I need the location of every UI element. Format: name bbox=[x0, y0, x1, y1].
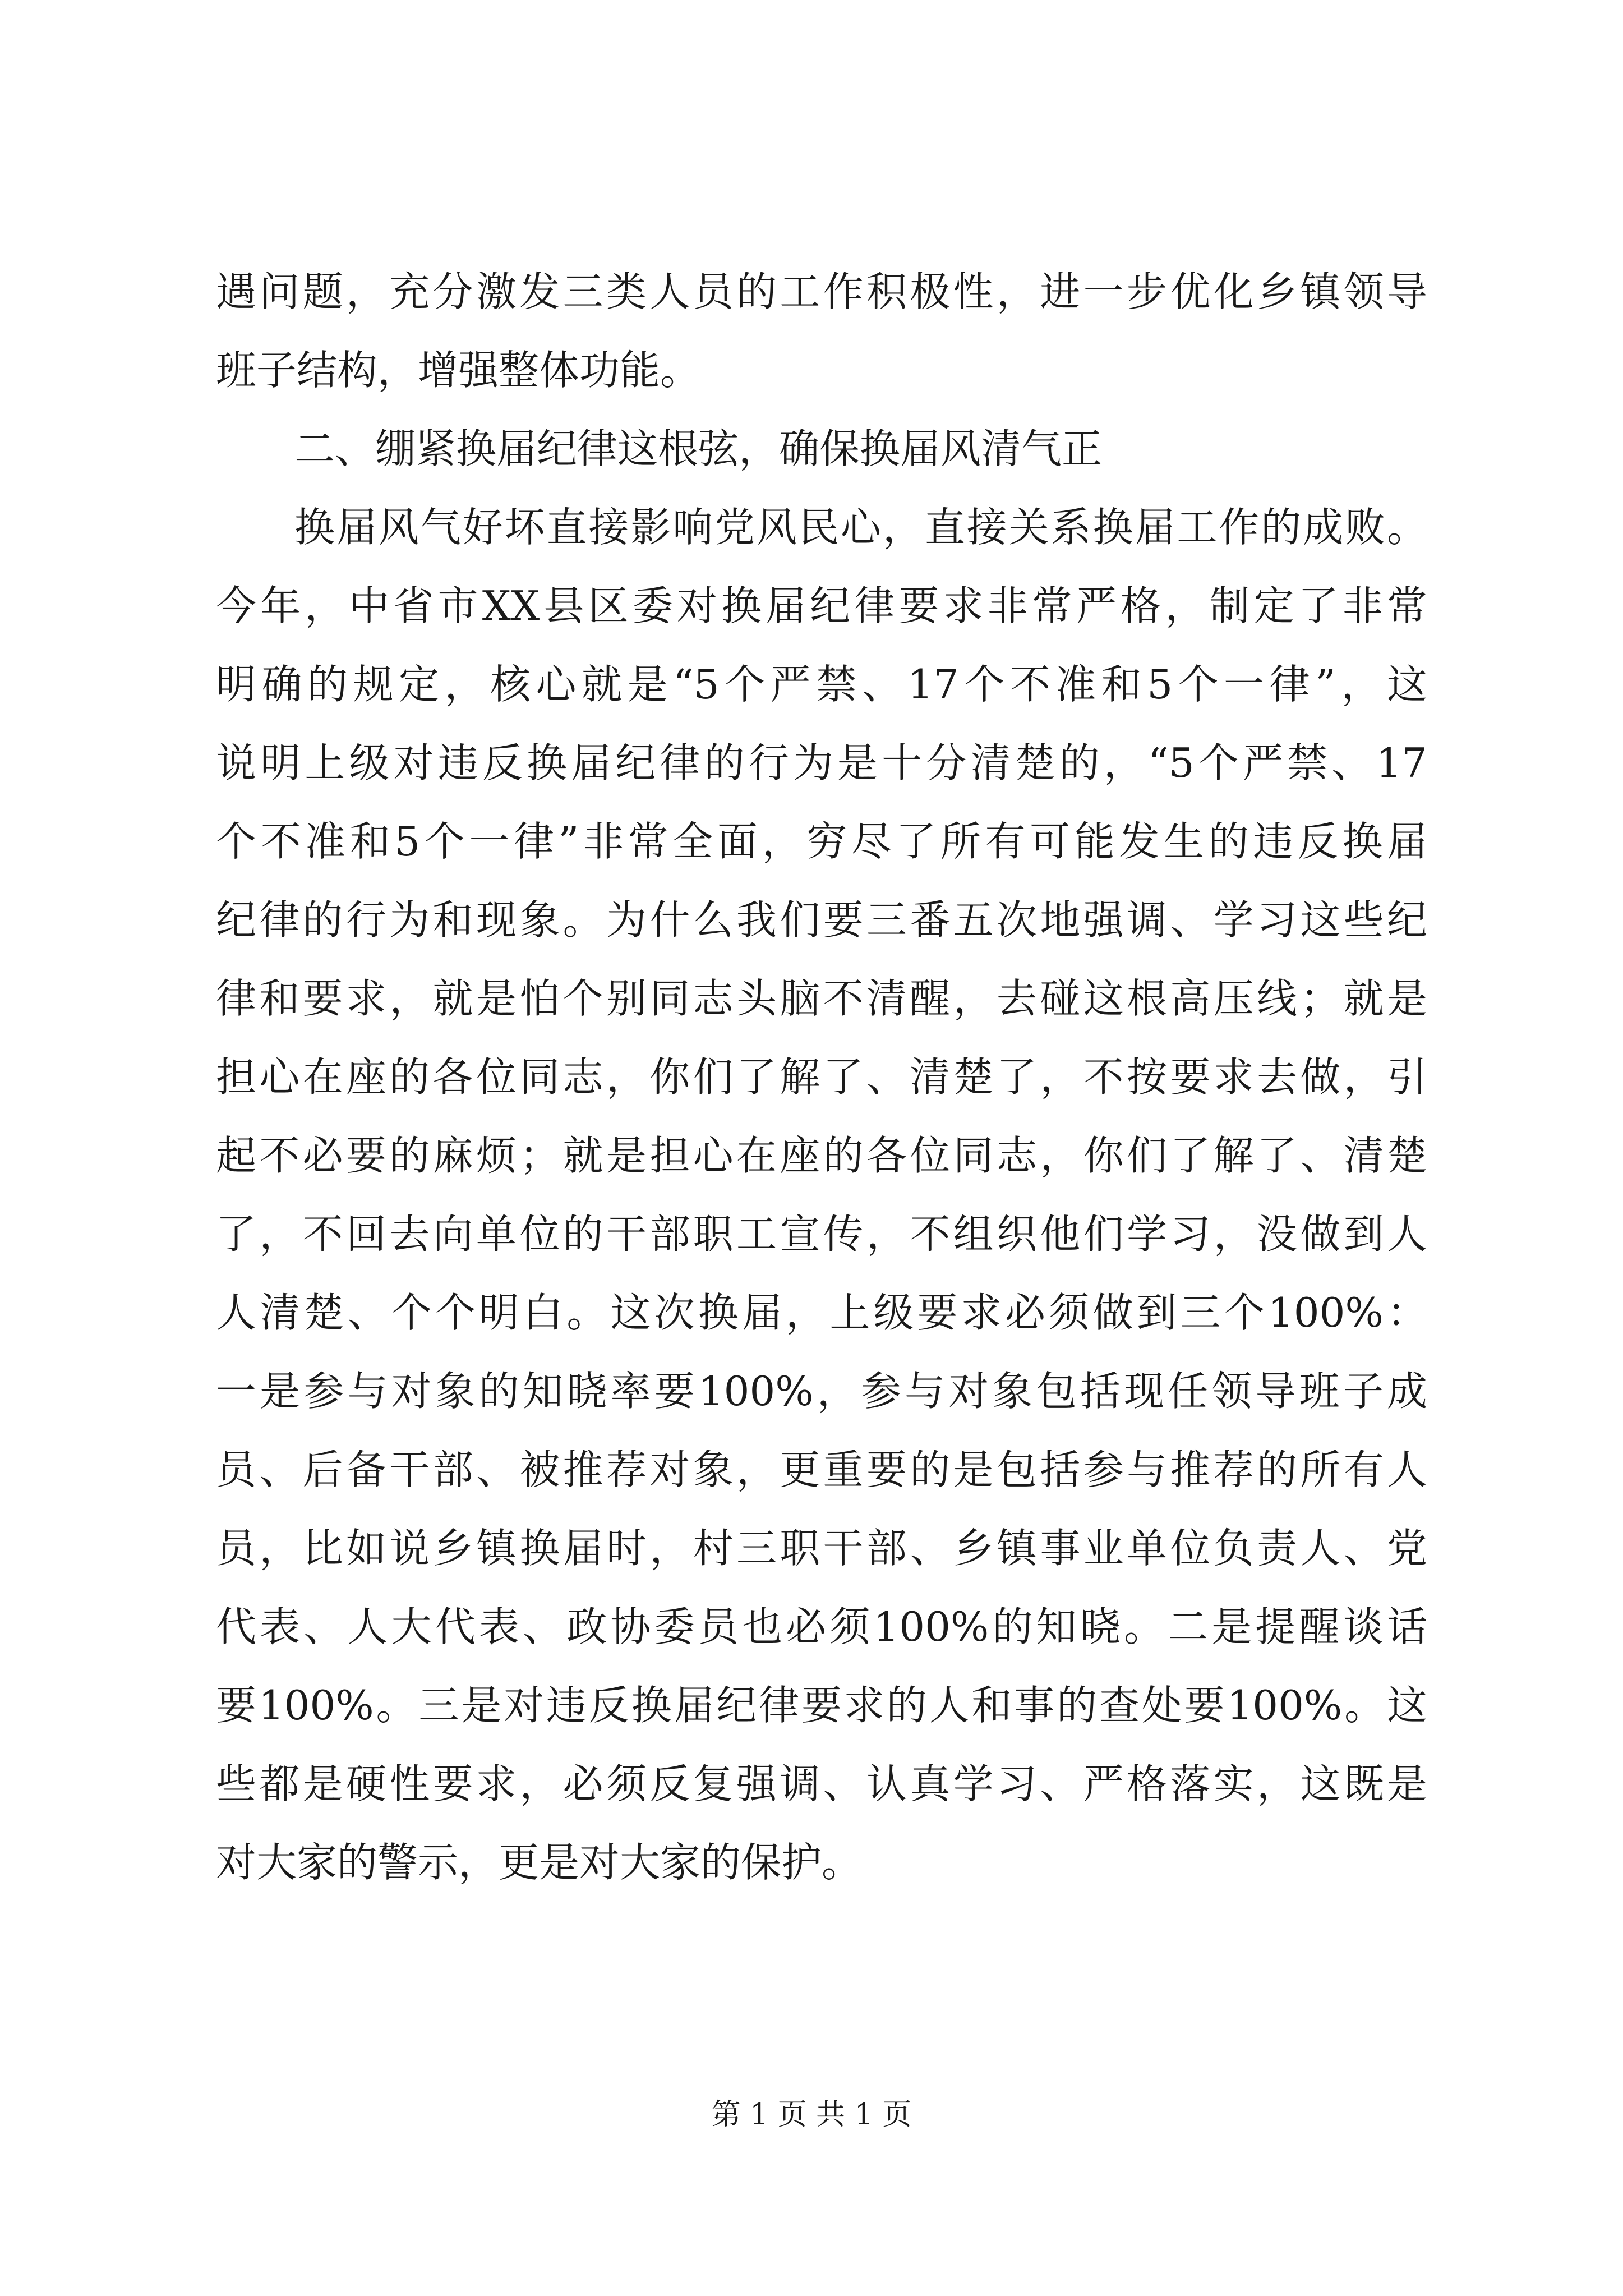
text-line: 换届风气好坏直接影响党风民心，直接关系换届工作的成败。 bbox=[294, 504, 1427, 551]
text-line: 个不准和5个一律”非常全面，穷尽了所有可能发生的违反换届 bbox=[216, 818, 1427, 865]
document-body bbox=[216, 252, 1427, 1902]
text-line: 些都是硬性要求，必须反复强调、认真学习、严格落实，这既是 bbox=[216, 1760, 1427, 1807]
text-line: 今年，中省市XX县区委对换届纪律要求非常严格，制定了非常 bbox=[216, 582, 1427, 629]
text-line: 员，比如说乡镇换届时，村三职干部、乡镇事业单位负责人、党 bbox=[216, 1525, 1427, 1572]
page-footer bbox=[0, 2092, 1623, 2137]
text-line: 要100%。三是对违反换届纪律要求的人和事的查处要100%。这 bbox=[216, 1682, 1427, 1729]
text-line: 了，不回去向单位的干部职工宣传，不组织他们学习，没做到人 bbox=[216, 1211, 1427, 1258]
text-line: 对大家的警示，更是对大家的保护。 bbox=[216, 1839, 863, 1886]
section-heading: 二、绷紧换届纪律这根弦，确保换届风清气正 bbox=[294, 425, 1103, 472]
text-line: 明确的规定，核心就是“5个严禁、17个不准和5个一律”，这 bbox=[216, 661, 1427, 708]
text-line: 说明上级对违反换届纪律的行为是十分清楚的，“5个严禁、17 bbox=[216, 739, 1427, 786]
text-line: 一是参与对象的知晓率要100%，参与对象包括现任领导班子成 bbox=[216, 1368, 1427, 1415]
text-line: 人清楚、个个明白。这次换届，上级要求必须做到三个100%： bbox=[216, 1289, 1427, 1336]
text-line: 员、后备干部、被推荐对象，更重要的是包括参与推荐的所有人 bbox=[216, 1446, 1427, 1493]
page-number-label: 第 1 页 共 1 页 bbox=[711, 2098, 912, 2132]
text-line: 律和要求，就是怕个别同志头脑不清醒，去碰这根高压线；就是 bbox=[216, 975, 1427, 1022]
text-line: 担心在座的各位同志，你们了解了、清楚了，不按要求去做，引 bbox=[216, 1053, 1427, 1101]
text-line: 纪律的行为和现象。为什么我们要三番五次地强调、学习这些纪 bbox=[216, 896, 1427, 944]
text-line: 遇问题，充分激发三类人员的工作积极性，进一步优化乡镇领导 bbox=[216, 268, 1427, 315]
text-line: 代表、人大代表、政协委员也必须100%的知晓。二是提醒谈话 bbox=[216, 1603, 1427, 1650]
text-line: 班子结构，增强整体功能。 bbox=[216, 347, 701, 394]
text-line: 起不必要的麻烦；就是担心在座的各位同志，你们了解了、清楚 bbox=[216, 1132, 1427, 1179]
